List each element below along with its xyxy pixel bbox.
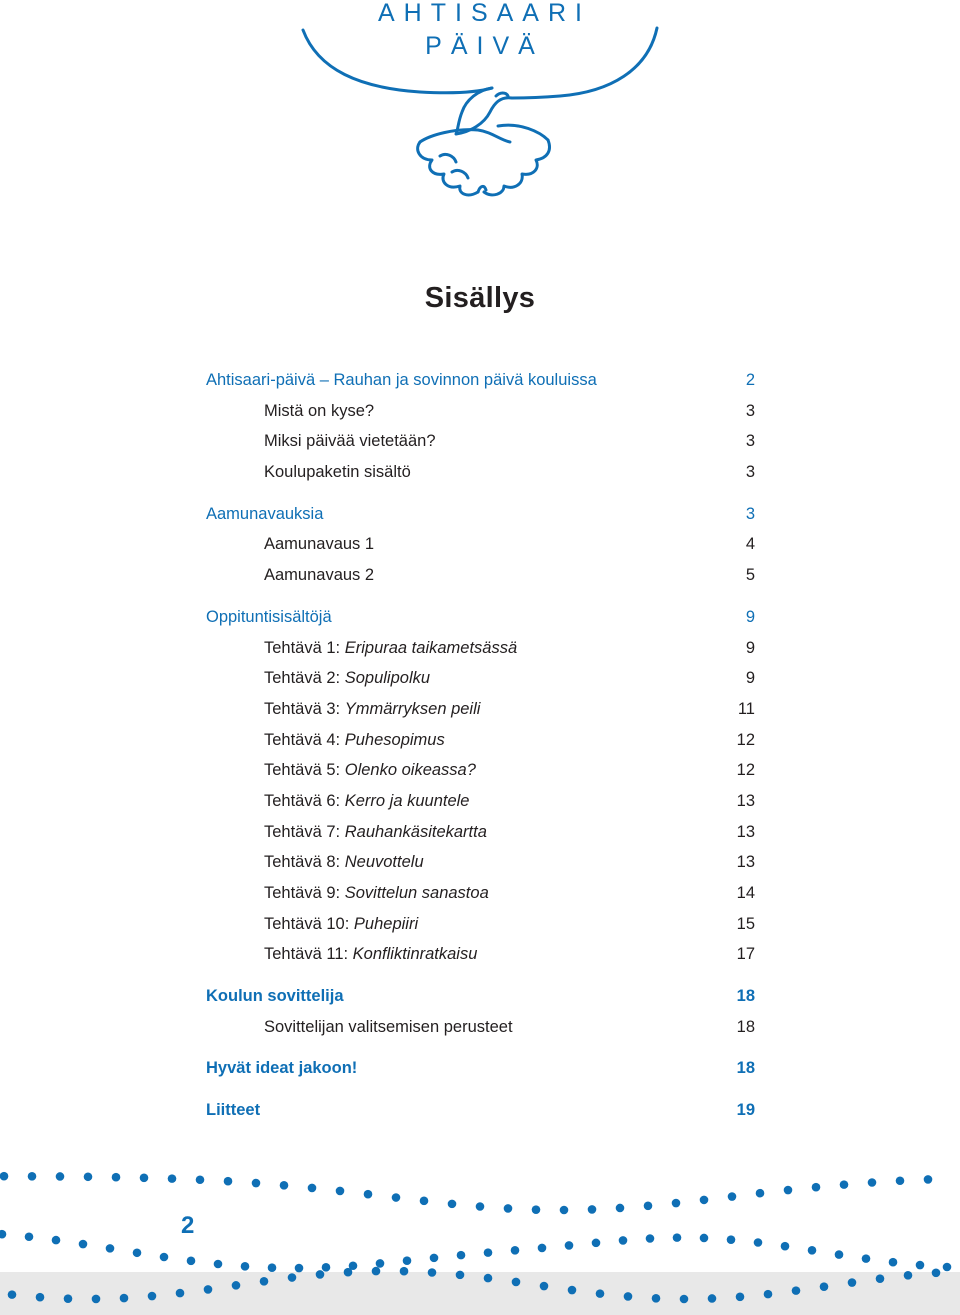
decorative-dot: [644, 1202, 653, 1211]
decorative-dot: [862, 1254, 871, 1263]
decorative-dot: [511, 1246, 520, 1255]
decorative-dot: [295, 1264, 304, 1273]
toc-entry-text: Koulupaketin sisältö: [264, 463, 411, 482]
toc-entry: [206, 636, 755, 667]
toc-page-number: 2: [745, 371, 755, 389]
toc-page-number: 3: [745, 463, 755, 482]
toc-entry: [206, 460, 755, 491]
decorative-dot: [364, 1190, 373, 1199]
toc-entry-title: Puhesopimus: [344, 730, 445, 749]
decorative-dot: [392, 1193, 401, 1202]
toc-entry-title: Eripuraa taikametsässä: [344, 638, 518, 657]
toc-page-number: 4: [745, 535, 755, 554]
decorative-dot: [808, 1246, 817, 1255]
decorative-dot: [106, 1244, 115, 1253]
toc-page-number: 3: [745, 432, 755, 451]
toc-page-number: 9: [745, 669, 755, 688]
toc-page-number: 11: [737, 699, 755, 718]
toc-page-number: 13: [736, 822, 755, 841]
decorative-dot: [754, 1238, 763, 1247]
decorative-dot: [512, 1278, 521, 1287]
toc-entry-text: Aamunavaus 1: [264, 535, 375, 554]
toc-entry-label: [264, 758, 476, 782]
toc-entry-label: [264, 460, 411, 484]
toc-section: [206, 368, 755, 399]
decorative-dot: [484, 1274, 493, 1283]
toc-entry-label: [264, 942, 477, 966]
toc-entry-label: [264, 1015, 513, 1039]
decorative-dot: [476, 1202, 485, 1211]
toc-page-number: 9: [745, 607, 755, 626]
toc-entry-label: [264, 789, 469, 813]
decorative-dot: [532, 1205, 541, 1214]
decorative-dot: [672, 1199, 681, 1208]
decorative-dot: [784, 1186, 793, 1195]
decorative-dot: [376, 1259, 385, 1268]
decorative-dot: [316, 1270, 325, 1279]
toc-section: [206, 605, 755, 636]
logo-wordmark-line2: PÄIVÄ: [425, 32, 544, 60]
toc-entry-label: [264, 532, 374, 556]
decorative-dot: [624, 1292, 633, 1301]
toc-entry-text: Oppituntisisältöjä: [206, 607, 332, 626]
decorative-dot: [596, 1289, 605, 1298]
decorative-dot: [280, 1181, 289, 1190]
toc-entry-text: Koulun sovittelija: [206, 987, 344, 1006]
decorative-dot: [224, 1177, 233, 1186]
toc-entry-label: [264, 850, 424, 874]
decorative-dot: [924, 1175, 933, 1184]
decorative-dot: [168, 1174, 177, 1183]
decorative-dot: [812, 1183, 821, 1192]
decorative-dot: [673, 1233, 682, 1242]
toc-page-number: 9: [745, 638, 755, 657]
toc-entry-label: [264, 666, 430, 690]
toc-entry-text: Tehtävä 11:: [264, 945, 353, 964]
toc-entry-label: [206, 605, 332, 629]
toc-entry-text: Tehtävä 5:: [264, 761, 345, 780]
toc-section: [206, 502, 755, 533]
toc-entry-label: [264, 912, 418, 936]
decorative-dot: [781, 1242, 790, 1251]
decorative-dot: [214, 1260, 223, 1269]
toc-entry: [206, 820, 755, 851]
decorative-dot: [652, 1294, 661, 1303]
toc-entry-text: Liitteet: [206, 1101, 261, 1120]
table-of-contents: [206, 368, 755, 1129]
decorative-dot: [232, 1281, 241, 1290]
decorative-dot: [204, 1285, 213, 1294]
decorative-dot: [700, 1234, 709, 1243]
decorative-dot: [592, 1239, 601, 1248]
decorative-dot: [430, 1254, 439, 1263]
decorative-dot: [0, 1172, 8, 1181]
decorative-dot: [52, 1236, 61, 1245]
toc-entry-text: Tehtävä 1:: [264, 638, 345, 657]
decorative-dot: [820, 1282, 829, 1291]
toc-entry-title: Neuvottelu: [344, 853, 424, 872]
toc-entry-text: Hyvät ideat jakoon!: [206, 1059, 358, 1078]
toc-page-number: 17: [736, 945, 755, 964]
toc-page-number: 3: [745, 504, 755, 523]
decorative-dot: [64, 1294, 73, 1303]
decorative-dot: [896, 1176, 905, 1185]
toc-page-number: 19: [736, 1101, 755, 1120]
toc-entry: [206, 532, 755, 563]
toc-entry: [206, 697, 755, 728]
toc-entry-text: Tehtävä 6:: [264, 791, 345, 810]
toc-entry-text: Tehtävä 8:: [264, 853, 345, 872]
decorative-dot: [680, 1295, 689, 1304]
decorative-dot: [764, 1290, 773, 1299]
decorative-dot: [728, 1192, 737, 1201]
decorative-dot: [619, 1236, 628, 1245]
toc-entry-text: Tehtävä 7:: [264, 822, 345, 841]
toc-entry: [206, 1015, 755, 1046]
decorative-dot: [268, 1263, 277, 1272]
decorative-dot: [736, 1293, 745, 1302]
decorative-dot: [943, 1263, 952, 1272]
decorative-dot: [400, 1267, 409, 1276]
decorative-dot: [336, 1187, 345, 1196]
decorative-dot: [538, 1244, 547, 1253]
toc-entry-text: Aamunavaus 2: [264, 566, 375, 585]
decorative-dot: [700, 1196, 709, 1205]
page-number: 2: [181, 1212, 195, 1239]
toc-entry: [206, 881, 755, 912]
toc-entry-label: [206, 368, 597, 392]
decorative-dot: [79, 1240, 88, 1249]
decorative-dot: [187, 1257, 196, 1266]
toc-entry: [206, 942, 755, 973]
toc-entry-title: Puhepiiri: [353, 914, 419, 933]
decorative-dot: [92, 1295, 101, 1304]
toc-entry-title: Olenko oikeassa?: [344, 761, 476, 780]
decorative-dot: [8, 1290, 17, 1299]
decorative-dots: [0, 1140, 960, 1315]
decorative-dot: [588, 1205, 597, 1214]
toc-entry-text: Tehtävä 9:: [264, 884, 345, 902]
toc-page-number: 18: [736, 987, 755, 1006]
decorative-dot: [904, 1271, 913, 1280]
toc-page-number: 3: [745, 401, 755, 420]
decorative-dot: [372, 1267, 381, 1276]
dove-handshake-icon: [0, 0, 960, 220]
decorative-dot: [868, 1178, 877, 1187]
toc-entry-text: Tehtävä 2:: [264, 669, 345, 688]
decorative-dot: [133, 1248, 142, 1257]
decorative-dot: [708, 1294, 717, 1303]
toc-entry-label: [264, 399, 374, 423]
toc-entry-title: Ymmärryksen peili: [344, 699, 481, 718]
decorative-dot: [835, 1250, 844, 1259]
toc-entry-text: Ahtisaari-päivä – Rauhan ja sovinnon päivä kouluissa: [206, 371, 597, 389]
toc-entry: [206, 912, 755, 943]
toc-entry-title: Sovittelun sanastoa: [344, 884, 489, 902]
decorative-dot: [540, 1282, 549, 1291]
decorative-dot: [344, 1268, 353, 1277]
toc-entry: [206, 399, 755, 430]
decorative-dot: [56, 1172, 65, 1181]
decorative-dot: [848, 1278, 857, 1287]
decorative-dot: [260, 1277, 269, 1286]
toc-section: [206, 1056, 755, 1087]
toc-page-number: 13: [736, 791, 755, 810]
toc-entry-label: [264, 820, 487, 844]
decorative-dot: [457, 1251, 466, 1260]
decorative-dot: [792, 1286, 801, 1295]
toc-page-number: 5: [745, 566, 755, 585]
toc-entry-text: Tehtävä 4:: [264, 730, 345, 749]
decorative-dot: [84, 1172, 93, 1181]
decorative-dot: [28, 1172, 37, 1181]
toc-entry: [206, 563, 755, 594]
toc-page-number: 18: [736, 1017, 755, 1036]
ahtisaari-paiva-logo: [0, 0, 960, 220]
toc-entry: [206, 728, 755, 759]
page-title: Sisällys: [424, 282, 536, 314]
decorative-dot: [756, 1189, 765, 1198]
decorative-dot: [120, 1294, 129, 1303]
toc-entry-label: [206, 1056, 357, 1080]
decorative-dot: [196, 1175, 205, 1184]
toc-entry-title: Konfliktinratkaisu: [352, 945, 478, 964]
decorative-dot: [568, 1286, 577, 1295]
toc-entry-label: [264, 728, 445, 752]
decorative-dot: [252, 1179, 261, 1188]
toc-entry-title: Rauhankäsitekartta: [344, 822, 487, 841]
decorative-dot: [456, 1271, 465, 1280]
decorative-dot: [308, 1184, 317, 1193]
toc-entry: [206, 850, 755, 881]
logo-wordmark-line1: AHTISAARI: [378, 0, 591, 27]
decorative-dot: [0, 1230, 6, 1239]
toc-entry-label: [264, 563, 374, 587]
decorative-dot: [565, 1241, 574, 1250]
decorative-dot: [616, 1204, 625, 1213]
decorative-dot: [420, 1197, 429, 1206]
toc-page-number: 12: [736, 730, 755, 749]
decorative-dot: [160, 1253, 169, 1262]
toc-entry: [206, 429, 755, 460]
toc-entry-label: [206, 1098, 260, 1122]
toc-entry-text: Sovittelijan valitsemisen perusteet: [264, 1017, 513, 1036]
decorative-dot: [112, 1173, 121, 1182]
toc-page-number: 13: [736, 853, 755, 872]
toc-section: [206, 1098, 755, 1129]
decorative-dot: [25, 1232, 34, 1241]
toc-entry: [206, 758, 755, 789]
toc-entry-title: Sopulipolku: [344, 669, 431, 688]
toc-page-number: 12: [736, 761, 755, 780]
toc-entry-title: Kerro ja kuuntele: [344, 791, 470, 810]
decorative-dot: [560, 1206, 569, 1215]
toc-entry-text: Tehtävä 3:: [264, 699, 345, 718]
toc-section: [206, 984, 755, 1015]
toc-entry-text: Aamunavauksia: [206, 504, 324, 523]
toc-entry-text: Mistä on kyse?: [264, 401, 375, 420]
toc-page-number: 14: [736, 884, 755, 902]
decorative-dot: [504, 1204, 513, 1213]
decorative-dot: [484, 1248, 493, 1257]
toc-entry-text: Miksi päivää vietetään?: [264, 432, 436, 451]
decorative-dot: [876, 1274, 885, 1283]
decorative-dot: [646, 1234, 655, 1243]
decorative-dot: [428, 1268, 437, 1277]
decorative-dot: [322, 1263, 331, 1272]
toc-entry-label: [264, 697, 480, 721]
toc-entry-text: Tehtävä 10:: [264, 914, 354, 933]
decorative-dot: [241, 1262, 250, 1271]
toc-entry-label: [264, 636, 517, 660]
toc-entry-label: [264, 881, 489, 905]
decorative-dot: [727, 1235, 736, 1244]
decorative-dot: [36, 1293, 45, 1302]
decorative-dot: [916, 1261, 925, 1270]
toc-entry-label: [206, 502, 323, 526]
decorative-dot: [148, 1292, 157, 1301]
decorative-dot: [889, 1258, 898, 1267]
toc-entry-label: [206, 984, 344, 1008]
toc-entry: [206, 666, 755, 697]
decorative-dot: [176, 1289, 185, 1298]
decorative-dot: [140, 1173, 149, 1182]
decorative-dot: [840, 1180, 849, 1189]
decorative-dot: [932, 1268, 941, 1277]
decorative-dot: [288, 1273, 297, 1282]
decorative-dot: [448, 1200, 457, 1209]
toc-entry-label: [264, 429, 436, 453]
toc-page-number: 18: [736, 1059, 755, 1078]
toc-page-number: 15: [736, 914, 755, 933]
decorative-dot: [403, 1256, 412, 1265]
toc-entry: [206, 789, 755, 820]
